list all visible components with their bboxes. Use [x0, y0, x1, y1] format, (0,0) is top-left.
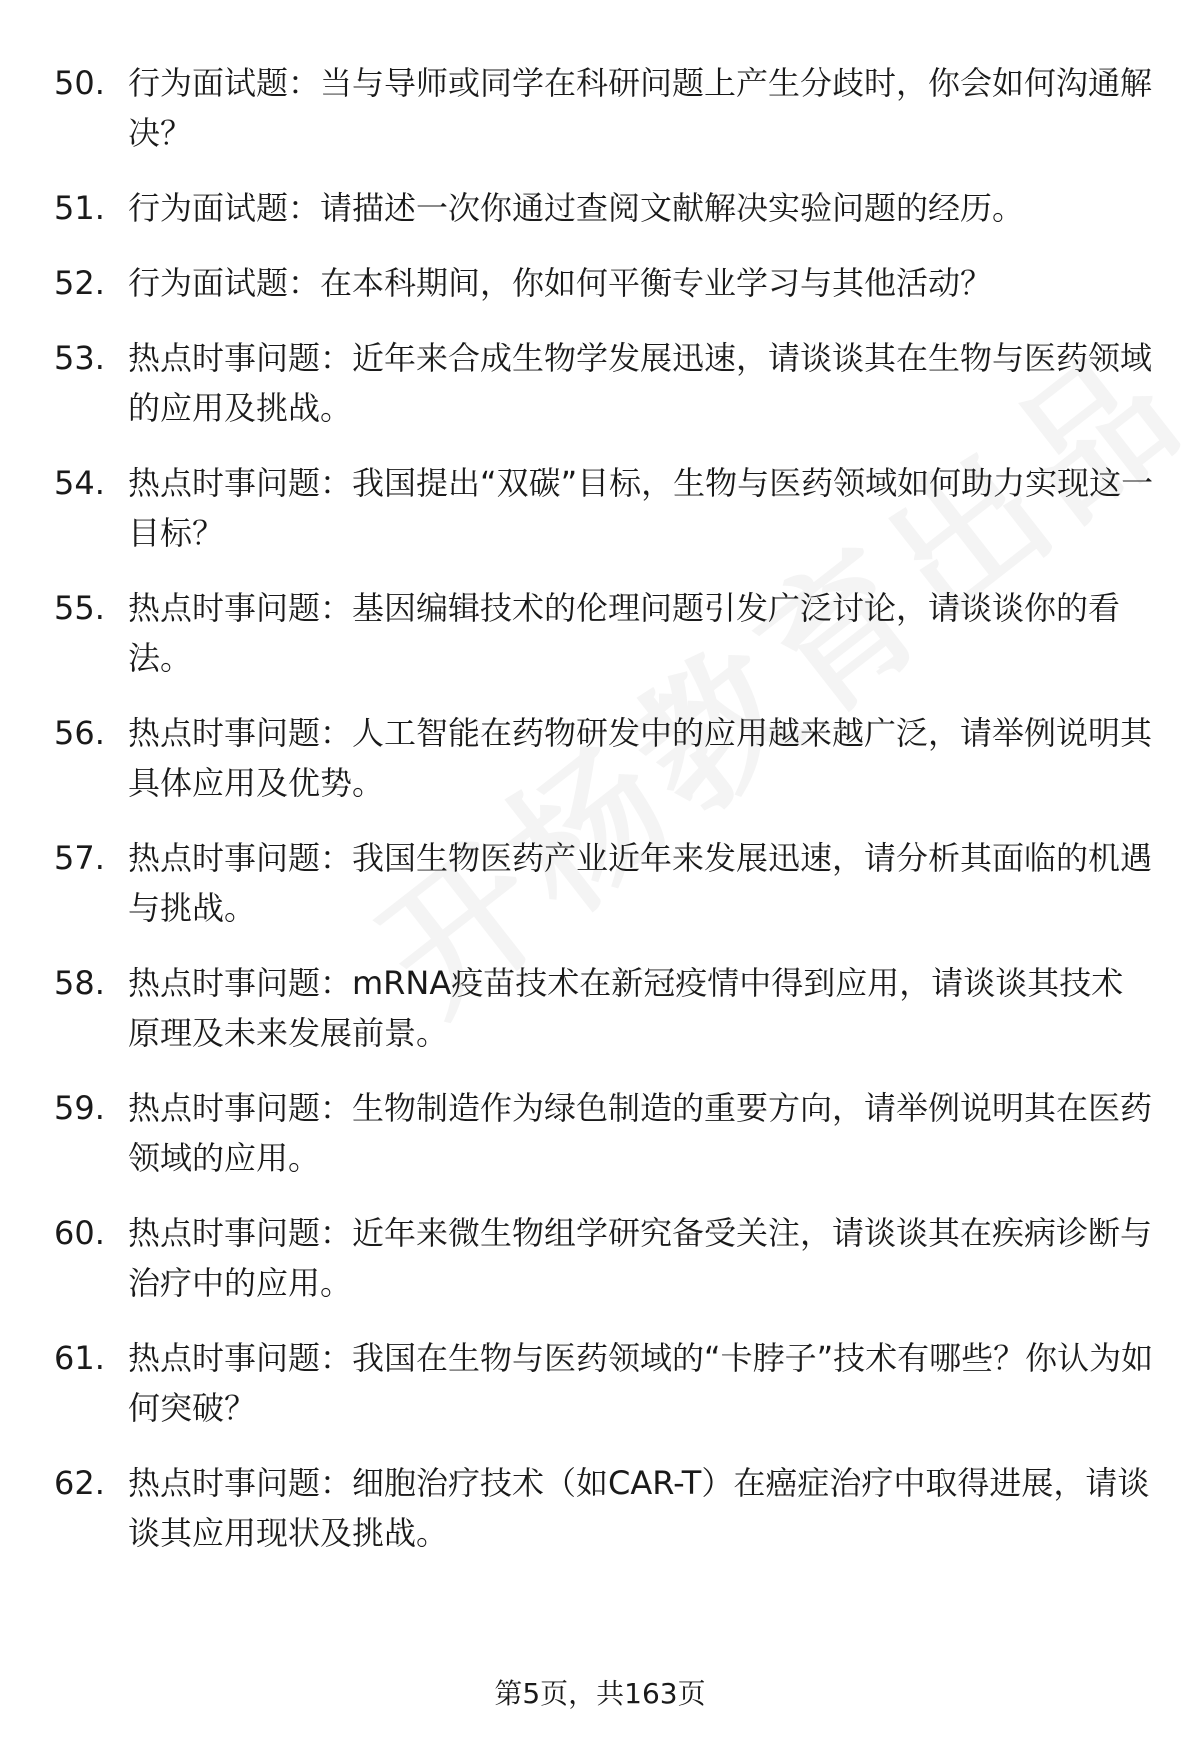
list-item	[54, 1208, 1154, 1308]
list-item	[54, 1083, 1154, 1183]
question-text: 热点时事问题：近年来微生物组学研究备受关注，请谈谈其在疾病诊断与治疗中的应用。	[128, 1214, 1153, 1302]
question-number: 50.	[54, 64, 105, 102]
list-item	[54, 1333, 1154, 1433]
question-number: 57.	[54, 839, 105, 877]
list-item	[54, 58, 1154, 158]
list-item	[54, 183, 1154, 233]
list-item	[54, 458, 1154, 558]
question-number: 52.	[54, 264, 105, 302]
list-item	[54, 333, 1154, 433]
question-number: 54.	[54, 464, 105, 502]
list-item	[54, 258, 1154, 308]
question-number: 51.	[54, 189, 105, 227]
list-item	[54, 708, 1154, 808]
page-number-footer: 第5页，共163页	[494, 1677, 706, 1710]
list-item	[54, 583, 1154, 683]
question-number: 56.	[54, 714, 105, 752]
question-number: 60.	[54, 1214, 105, 1252]
question-text: 热点时事问题：我国提出“双碳”目标，生物与医药领域如何助力实现这一目标？	[128, 464, 1154, 552]
list-item	[54, 833, 1154, 933]
question-text: 行为面试题：在本科期间，你如何平衡专业学习与其他活动？	[128, 264, 993, 302]
question-number: 53.	[54, 339, 105, 377]
question-number: 55.	[54, 589, 105, 627]
list-item	[54, 1458, 1154, 1558]
question-text: 热点时事问题：我国生物医药产业近年来发展迅速，请分析其面临的机遇与挑战。	[128, 839, 1153, 927]
question-text: 热点时事问题：基因编辑技术的伦理问题引发广泛讨论，请谈谈你的看法。	[128, 589, 1121, 677]
question-number: 58.	[54, 964, 105, 1002]
question-text: 热点时事问题：我国在生物与医药领域的“卡脖子”技术有哪些？你认为如何突破？	[128, 1339, 1154, 1427]
question-number: 59.	[54, 1089, 105, 1127]
list-item	[54, 958, 1154, 1058]
question-text: 热点时事问题：近年来合成生物学发展迅速，请谈谈其在生物与医药领域的应用及挑战。	[128, 339, 1153, 427]
question-text: 行为面试题：请描述一次你通过查阅文献解决实验问题的经历。	[128, 189, 1025, 227]
question-number: 62.	[54, 1464, 105, 1502]
question-text: 热点时事问题：细胞治疗技术（如CAR-T）在癌症治疗中取得进展，请谈谈其应用现状及挑战。	[128, 1464, 1150, 1552]
question-text: 热点时事问题：人工智能在药物研发中的应用越来越广泛，请举例说明其具体应用及优势。	[128, 714, 1153, 802]
question-text: 行为面试题：当与导师或同学在科研问题上产生分歧时，你会如何沟通解决？	[128, 64, 1153, 152]
question-list	[54, 58, 1154, 1583]
question-text: 热点时事问题：生物制造作为绿色制造的重要方向，请举例说明其在医药领域的应用。	[128, 1089, 1153, 1177]
question-text: 热点时事问题：mRNA疫苗技术在新冠疫情中得到应用，请谈谈其技术原理及未来发展前景。	[128, 964, 1124, 1052]
question-number: 61.	[54, 1339, 105, 1377]
